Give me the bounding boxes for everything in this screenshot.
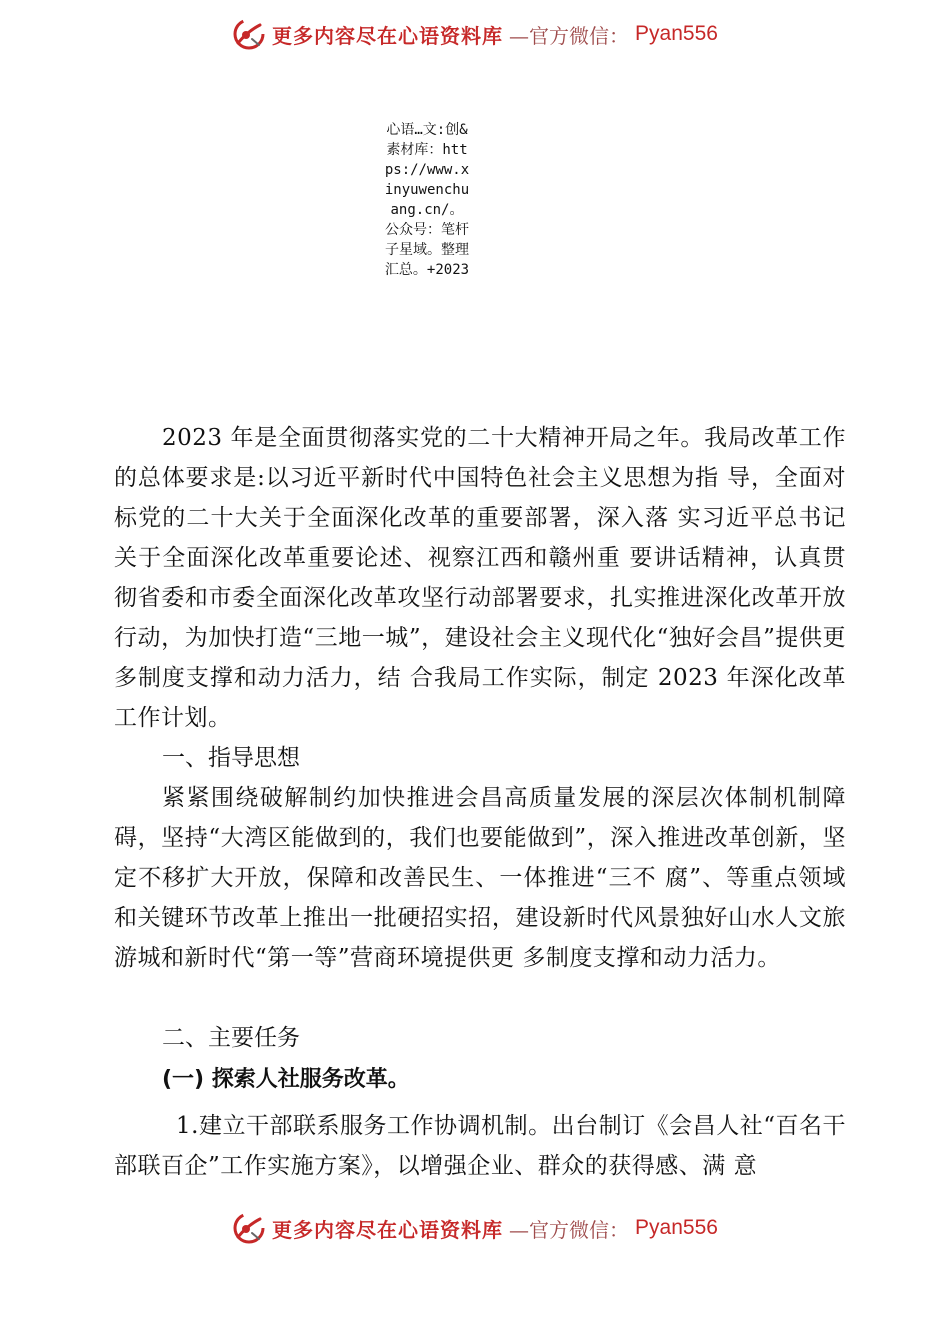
- task-item-1: 1.建立干部联系服务工作协调机制。出台制订《会昌人社“百名干部联百企”工作实施方案》，以增强企业、群众的获得感、满 意: [114, 1113, 846, 1179]
- banner-wechat-label: —官方微信：: [509, 1217, 630, 1242]
- guiding-thought-paragraph: 紧紧围绕破解制约加快推进会昌高质量发展的深层次体制机制障碍，坚持“大湾区能做到的，我们也要能做到”，深入推进改革创新，坚定不移扩大开放，保障和改善民生、一体推进“三不 腐”、等重点领域和关键环节改革上推出一批硬招实招，建设新时代风景独好山水人文旅游城和新时代“第一等”营商环境提供更 多制度支撑和动力活力。: [114, 785, 846, 971]
- footer-banner: [0, 1208, 950, 1248]
- source-watermark: 心语…文:创&素材库：https://www.xinyuwenchuang.cn/。公众号：笔杆子星域。整理汇总。+2023: [384, 122, 470, 278]
- banner-title: 更多内容尽在心语资料库: [272, 1217, 504, 1242]
- brush-swirl-logo-icon: [232, 1211, 266, 1245]
- brush-swirl-logo-icon: [232, 17, 266, 51]
- subsection-heading-service-reform: (一) 探索人社服务改革。: [162, 1067, 410, 1092]
- banner-wechat-id: Pyan556: [635, 1216, 718, 1239]
- header-banner: [0, 14, 950, 54]
- banner-wechat-id: Pyan556: [635, 22, 718, 45]
- banner-wechat-label: —官方微信：: [509, 23, 630, 48]
- section-heading-guiding-thought: 一、指导思想: [162, 745, 300, 771]
- section-heading-main-tasks: 二、主要任务: [162, 1025, 300, 1051]
- intro-paragraph: 2023 年是全面贯彻落实党的二十大精神开局之年。我局改革工作的总体要求是:以习近平新时代中国特色社会主义思想为指 导，全面对标党的二十大关于全面深化改革的重要部署，深入落 实习近平总书记关于全面深化改革重要论述、视察江西和赣州重 要讲话精神，认真贯彻省委和市委全面深化改革攻坚行动部署要求，扎实推进深化改革开放行动，为加快打造“三地一城”，建设社会主义现代化“独好会昌”提供更多制度支撑和动力活力，结 合我局工作实际，制定 2023 年深化改革工作计划。: [114, 425, 846, 731]
- banner-title: 更多内容尽在心语资料库: [272, 23, 504, 48]
